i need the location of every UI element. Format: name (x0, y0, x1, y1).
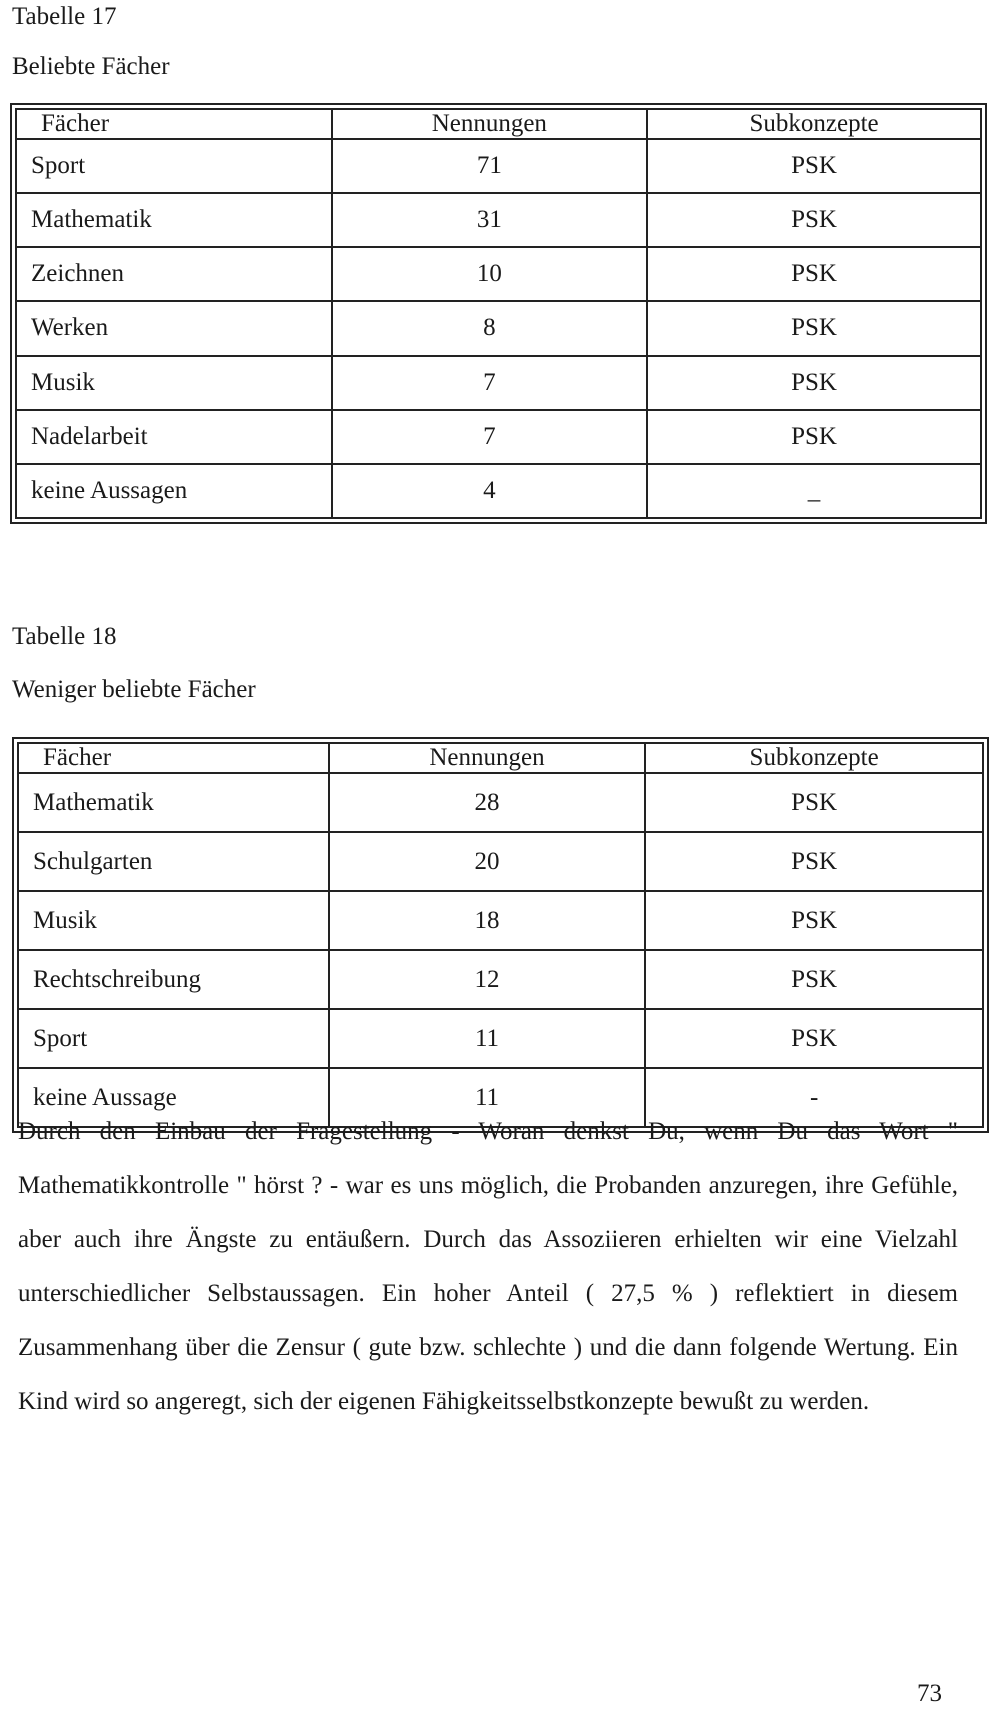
table17-cell-subject: Werken (16, 301, 332, 355)
table18-cell-subconcept: PSK (645, 832, 983, 891)
table18-cell-subconcept: - (645, 1068, 983, 1127)
table17-cell-subconcept: PSK (647, 247, 981, 301)
table17-cell-subconcept: PSK (647, 356, 981, 410)
table17-cell-count: 10 (332, 247, 648, 301)
table17-header-subkonzepte: Subkonzepte (647, 109, 981, 139)
table17-grid (15, 108, 982, 519)
table-row (16, 247, 981, 301)
table-row (18, 891, 983, 950)
table18-header-subkonzepte: Subkonzepte (645, 743, 983, 773)
table-row (16, 301, 981, 355)
table17-header-faecher: Fächer (16, 109, 332, 139)
table18-header-faecher: Fächer (18, 743, 329, 773)
table17-cell-subject: Musik (16, 356, 332, 410)
table18-header-nennungen: Nennungen (329, 743, 646, 773)
table18-caption: Weniger beliebte Fächer (12, 676, 256, 703)
table17-cell-subconcept: PSK (647, 301, 981, 355)
table18-cell-count: 12 (329, 950, 646, 1009)
table18-cell-count: 20 (329, 832, 646, 891)
table18-cell-subconcept: PSK (645, 1009, 983, 1068)
table18-cell-subject: Sport (18, 1009, 329, 1068)
table-row (18, 1009, 983, 1068)
table-row (16, 193, 981, 247)
table17-cell-subject: Mathematik (16, 193, 332, 247)
body-paragraph: Durch den Einbau der Fragestellung - Woran denkst Du, wenn Du das Wort " Mathematikkontrolle " hörst ? - war es uns möglich, die Probanden anzuregen, ihre Gefühle, aber auch ihre Ängste zu entäußern. Durch das Assoziieren erhielten wir eine Vielzahl unterschiedlicher Selbstaussagen. Ein hoher Anteil ( 27,5 % ) reflektiert in diesem Zusammenhang über die Zensur ( gute bzw. schlechte ) und die dann folgende Wertung. Ein Kind wird so angeregt, sich der eigenen Fähigkeitsselbstkonzepte bewußt zu werden. (18, 1118, 958, 1415)
table17-cell-subconcept: PSK (647, 410, 981, 464)
table17-cell-subject: keine Aussagen (16, 464, 332, 518)
table18-cell-count: 28 (329, 773, 646, 832)
table18-number: Tabelle 18 (12, 623, 117, 650)
table18-header-row (18, 743, 983, 773)
table17-cell-count: 8 (332, 301, 648, 355)
table-row (18, 950, 983, 1009)
table-row (18, 832, 983, 891)
table17-cell-subject: Nadelarbeit (16, 410, 332, 464)
table17-header-row (16, 109, 981, 139)
table17-cell-subject: Zeichnen (16, 247, 332, 301)
table17-header-nennungen: Nennungen (332, 109, 648, 139)
table17 (10, 103, 987, 524)
table17-cell-count: 4 (332, 464, 648, 518)
table18-cell-subconcept: PSK (645, 773, 983, 832)
table-row (16, 356, 981, 410)
table18-grid (17, 742, 984, 1128)
page-number: 73 (917, 1680, 942, 1707)
table17-cell-count: 71 (332, 139, 648, 193)
table18-cell-subject: Musik (18, 891, 329, 950)
table17-cell-subconcept: _ (647, 464, 981, 518)
table18-cell-subject: Mathematik (18, 773, 329, 832)
table17-cell-count: 7 (332, 410, 648, 464)
table17-caption: Beliebte Fächer (12, 53, 170, 80)
table18 (12, 737, 989, 1133)
table17-cell-subconcept: PSK (647, 193, 981, 247)
table17-cell-subconcept: PSK (647, 139, 981, 193)
table18-cell-count: 11 (329, 1068, 646, 1127)
table17-cell-count: 31 (332, 193, 648, 247)
table-row (16, 464, 981, 518)
table18-cell-subject: keine Aussage (18, 1068, 329, 1127)
table18-cell-subject: Rechtschreibung (18, 950, 329, 1009)
table18-cell-subject: Schulgarten (18, 832, 329, 891)
table-row (16, 410, 981, 464)
table-row (16, 139, 981, 193)
table17-cell-subject: Sport (16, 139, 332, 193)
table-row (18, 773, 983, 832)
table18-cell-count: 11 (329, 1009, 646, 1068)
table18-cell-count: 18 (329, 891, 646, 950)
table18-cell-subconcept: PSK (645, 950, 983, 1009)
table17-number: Tabelle 17 (12, 3, 117, 30)
table18-cell-subconcept: PSK (645, 891, 983, 950)
table17-cell-count: 7 (332, 356, 648, 410)
